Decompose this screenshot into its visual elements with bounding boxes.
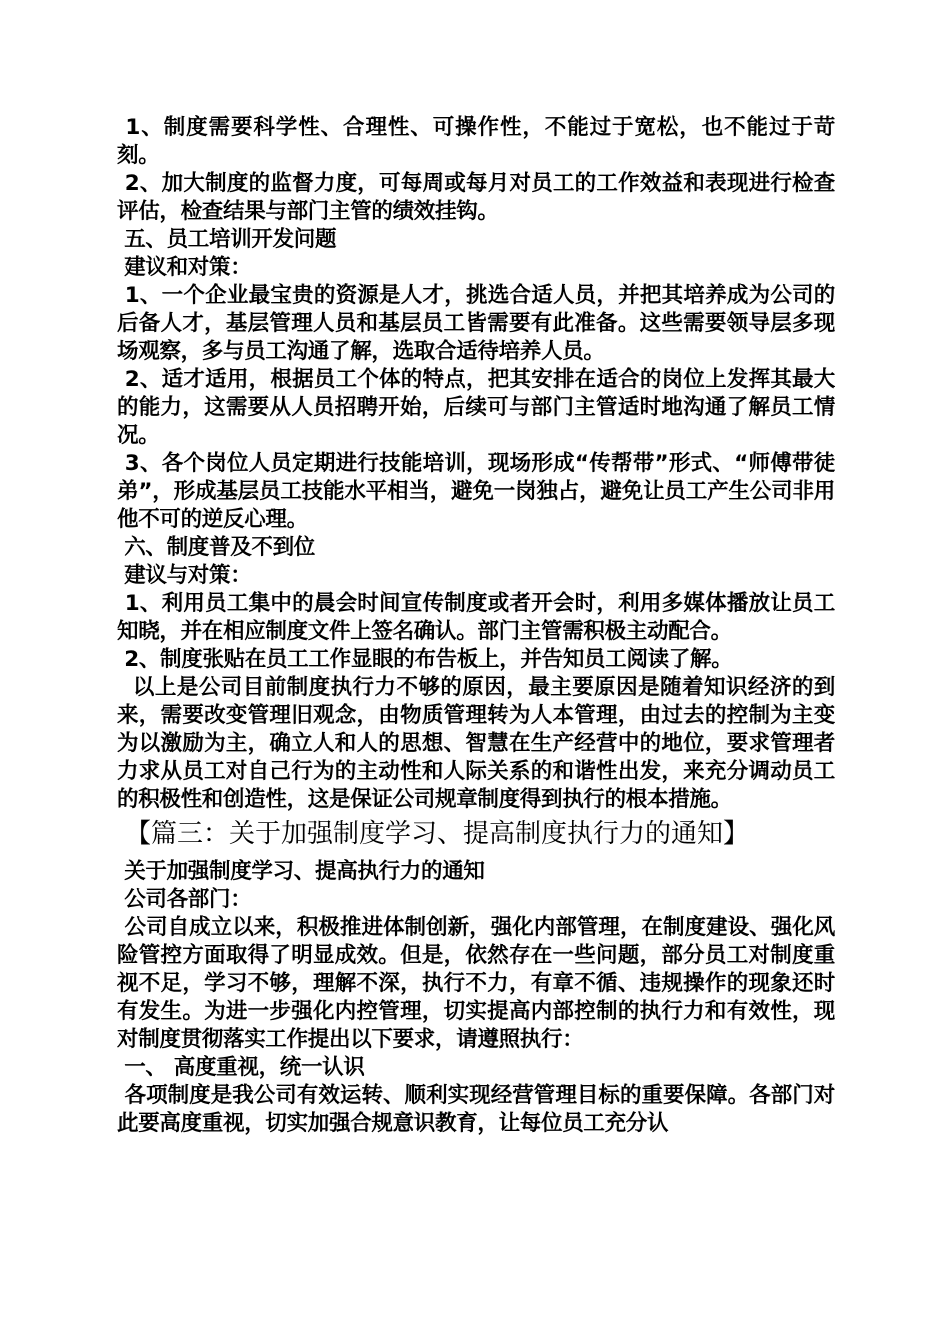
notice-title: 关于加强制度学习、提高执行力的通知 bbox=[117, 859, 485, 884]
paragraph: 1、制度需要科学性、合理性、可操作性，不能过于宽松，也不能过于苛刻。 bbox=[117, 115, 835, 168]
paragraph: 1、利用员工集中的晨会时间宣传制度或者开会时，利用多媒体播放让员工知晓，并在相应制度文件上签名确认。部门主管需积极主动配合。 bbox=[117, 591, 835, 644]
chapter-title: 【篇三：关于加强制度学习、提高制度执行力的通知】 bbox=[125, 819, 750, 849]
salutation: 公司各部门： bbox=[117, 887, 252, 912]
document-page bbox=[117, 114, 835, 1138]
paragraph: 3、各个岗位人员定期进行技能培训，现场形成“传帮带”形式、“师傅带徒弟”，形成基层员工技能水平相当，避免一岗独占，避免让员工产生公司非用他不可的逆反心理。 bbox=[117, 451, 835, 532]
paragraph: 以上是公司目前制度执行力不够的原因，最主要原因是随着知识经济的到来，需要改变管理旧观念，由物质管理转为人本管理，由过去的控制为主变为以激励为主，确立人和人的思想、智慧在生产经营中的地位，要求管理者力求从员工对自己行为的主动性和人际关系的和谐性出发，来充分调动员工的积极性和创造性，这是保证公司规章制度得到执行的根本措施。 bbox=[117, 675, 836, 812]
paragraph: 各项制度是我公司有效运转、顺利实现经营管理目标的重要保障。各部门对此要高度重视，切实加强合规意识教育，让每位员工充分认 bbox=[117, 1083, 835, 1136]
subheading: 建议和对策： bbox=[117, 255, 252, 280]
section-heading: 五、员工培训开发问题 bbox=[117, 227, 337, 252]
section-heading: 六、制度普及不到位 bbox=[117, 535, 315, 560]
section-heading: 一、 高度重视，统一认识 bbox=[117, 1055, 365, 1080]
paragraph: 2、加大制度的监督力度，可每周或每月对员工的工作效益和表现进行检查评估，检查结果与部门主管的绩效挂钩。 bbox=[117, 171, 835, 224]
paragraph: 公司自成立以来，积极推进体制创新，强化内部管理，在制度建设、强化风险管控方面取得了明显成效。但是，依然存在一些问题，部分员工对制度重视不足，学习不够，理解不深，执行不力，有章不循、违规操作的现象还时有发生。为进一步强化内控管理，切实提高内部控制的执行力和有效性，现对制度贯彻落实工作提出以下要求，请遵照执行： bbox=[117, 915, 835, 1052]
paragraph: 2、适才适用，根据员工个体的特点，把其安排在适合的岗位上发挥其最大的能力，这需要从人员招聘开始，后续可与部门主管适时地沟通了解员工情况。 bbox=[117, 367, 835, 448]
paragraph: 2、制度张贴在员工工作显眼的布告板上，并告知员工阅读了解。 bbox=[117, 647, 733, 672]
body-text-part1 bbox=[117, 114, 835, 814]
subheading: 建议与对策： bbox=[117, 563, 252, 588]
paragraph: 1、一个企业最宝贵的资源是人才，挑选合适人员，并把其培养成为公司的后备人才，基层管理人员和基层员工皆需要有此准备。这些需要领导层多现场观察，多与员工沟通了解，选取合适待培养人员。 bbox=[117, 283, 835, 364]
body-text-part2 bbox=[117, 858, 835, 1138]
